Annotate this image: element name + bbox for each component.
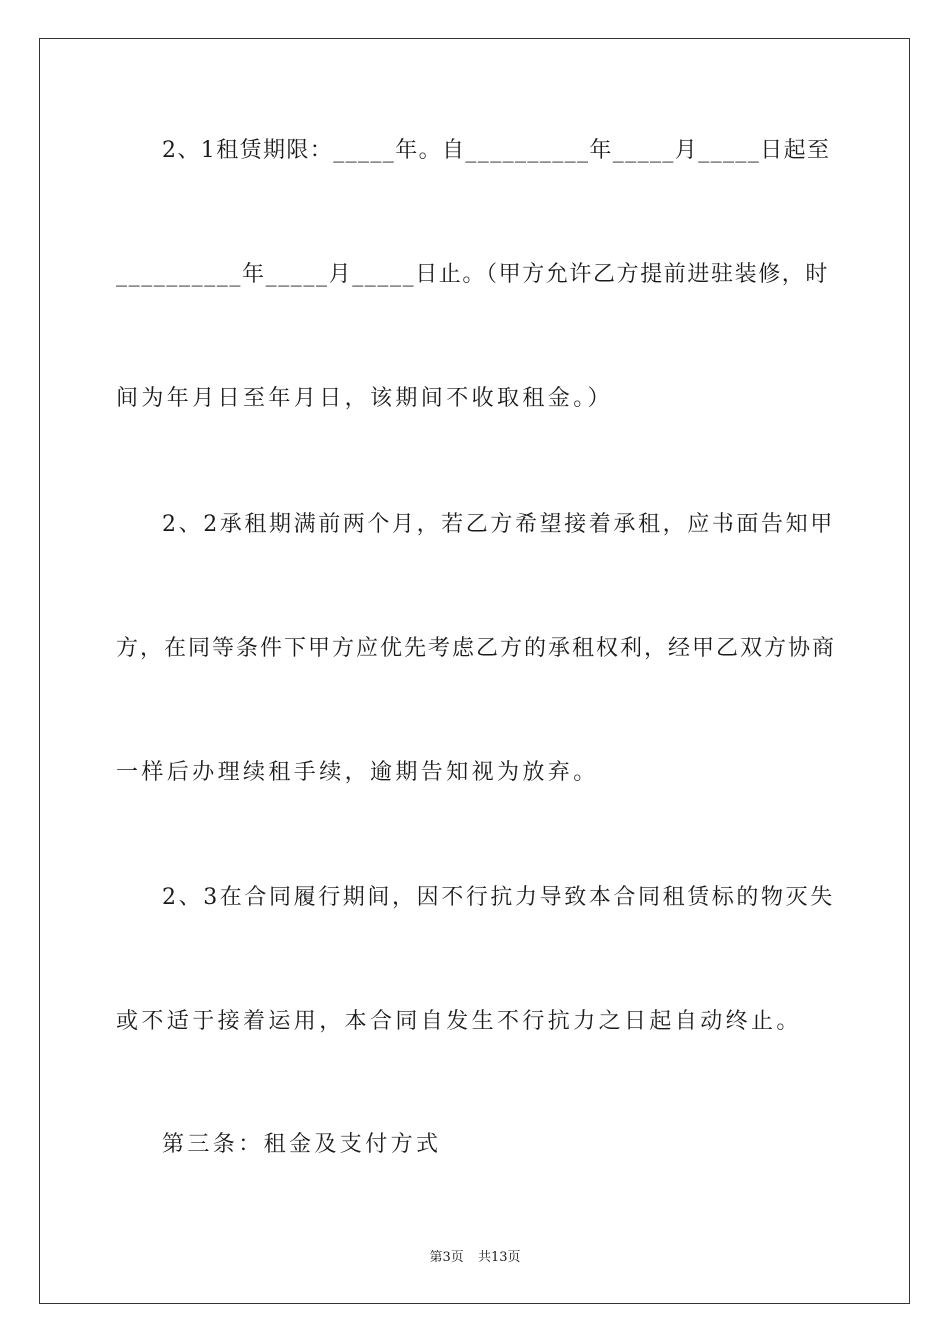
page-total: 共13页 (477, 1250, 521, 1265)
clause-2-3-line-2: 或不适于接着运用，本合同自发生不行抗力之日起自动终止。 (116, 1009, 802, 1034)
page-number: 第3页 (429, 1250, 464, 1265)
clause-2-3-line-1: 2、3在合同履行期间，因不行抗力导致本合同租赁标的物灭失 (162, 885, 835, 910)
page-border (39, 38, 910, 1304)
clause-2-1-line-3: 间为年月日至年月日，该期间不收取租金。） (116, 386, 614, 411)
section-3-heading: 第三条：租金及支付方式 (162, 1132, 442, 1157)
page-footer (0, 1246, 950, 1265)
clause-2-2-line-3: 一样后办理续租手续，逾期告知视为放弃。 (116, 760, 599, 785)
clause-2-2-line-2: 方，在同等条件下甲方应优先考虑乙方的承租权利，经甲乙双方协商 (116, 636, 837, 661)
clause-2-1-line-2: __________年_____月_____日止。（甲方允许乙方提前进驻装修，时 (116, 262, 830, 287)
clause-2-1-line-1: 2、1租赁期限：_____年。自__________年_____月_____日起至 (162, 138, 831, 163)
clause-2-2-line-1: 2、2承租期满前两个月，若乙方希望接着承租，应书面告知甲 (162, 512, 835, 537)
